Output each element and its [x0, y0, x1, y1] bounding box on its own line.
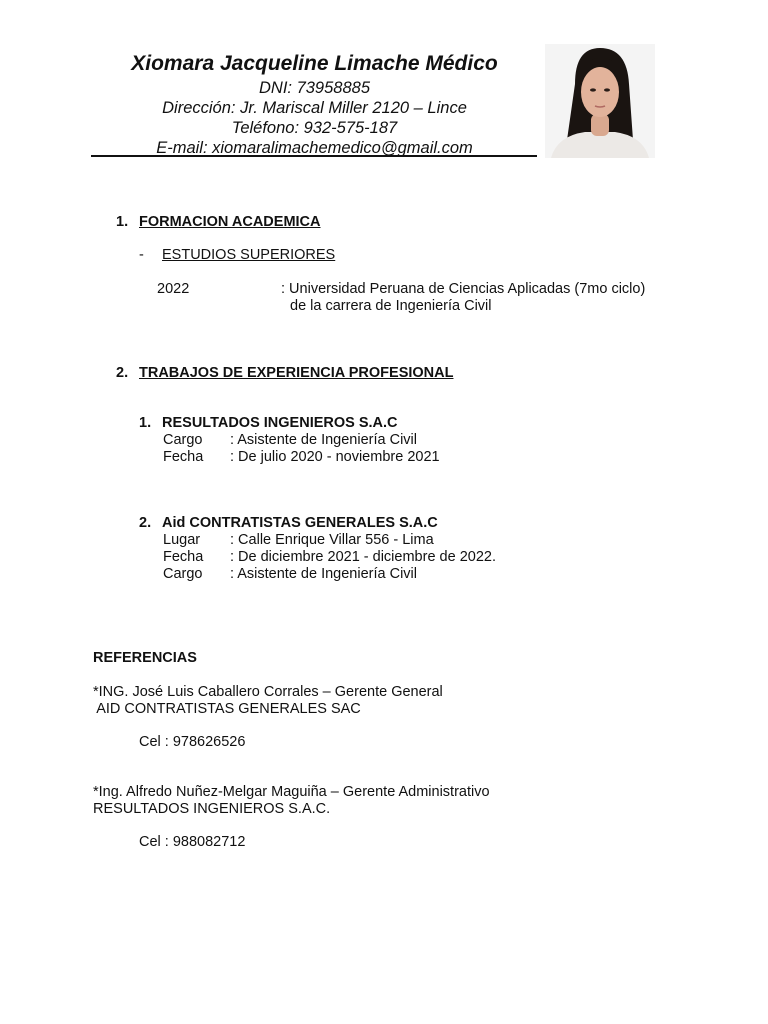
reference-person: *ING. José Luis Caballero Corrales – Gerente General [93, 684, 443, 700]
reference-person: *Ing. Alfredo Nuñez-Melgar Maguiña – Gerente Administrativo [93, 784, 490, 800]
education-detail-line2: de la carrera de Ingeniería Civil [290, 298, 492, 314]
section-experience-number: 2. [116, 365, 129, 381]
job-row-label: Fecha [163, 449, 204, 465]
job-company: Aid CONTRATISTAS GENERALES S.A.C [162, 515, 438, 531]
education-subtitle: ESTUDIOS SUPERIORES [162, 247, 336, 263]
job-row-label: Cargo [163, 566, 203, 582]
address-line: Dirección: Jr. Mariscal Miller 2120 – Lince [162, 99, 467, 117]
job-row-value: : De diciembre 2021 - diciembre de 2022. [230, 549, 496, 565]
reference-company: RESULTADOS INGENIEROS S.A.C. [93, 801, 331, 817]
education-year: 2022 [157, 281, 190, 297]
section-education-number: 1. [116, 214, 129, 230]
reference-company: AID CONTRATISTAS GENERALES SAC [93, 701, 361, 717]
job-row-label: Lugar [163, 532, 201, 548]
job-row-label: Fecha [163, 549, 204, 565]
section-experience-title: TRABAJOS DE EXPERIENCIA PROFESIONAL [139, 365, 454, 381]
phone-line: Teléfono: 932-575-187 [231, 119, 398, 137]
dni-line: DNI: 73958885 [259, 79, 370, 97]
education-dash: - [139, 247, 144, 263]
job-company: RESULTADOS INGENIEROS S.A.C [162, 415, 398, 431]
job-number: 2. [139, 515, 152, 531]
section-education-title: FORMACION ACADEMICA [139, 214, 321, 230]
job-row-value: : Asistente de Ingeniería Civil [230, 566, 417, 582]
full-name: Xiomara Jacqueline Limache Médico [131, 52, 498, 75]
profile-photo [545, 44, 655, 158]
job-number: 1. [139, 415, 152, 431]
reference-cel: Cel : 988082712 [139, 834, 246, 850]
portrait-image [545, 44, 655, 158]
education-detail-line1: : Universidad Peruana de Ciencias Aplicadas (7mo ciclo) [281, 281, 646, 297]
job-row-value: : Asistente de Ingeniería Civil [230, 432, 417, 448]
email-line: E-mail: xiomaralimachemedico@gmail.com [156, 139, 473, 157]
job-row-value: : De julio 2020 - noviembre 2021 [230, 449, 440, 465]
reference-cel: Cel : 978626526 [139, 734, 246, 750]
references-title: REFERENCIAS [93, 650, 197, 666]
job-row-value: : Calle Enrique Villar 556 - Lima [230, 532, 434, 548]
cv-header [92, 50, 537, 158]
header-divider [91, 155, 537, 157]
job-row-label: Cargo [163, 432, 203, 448]
